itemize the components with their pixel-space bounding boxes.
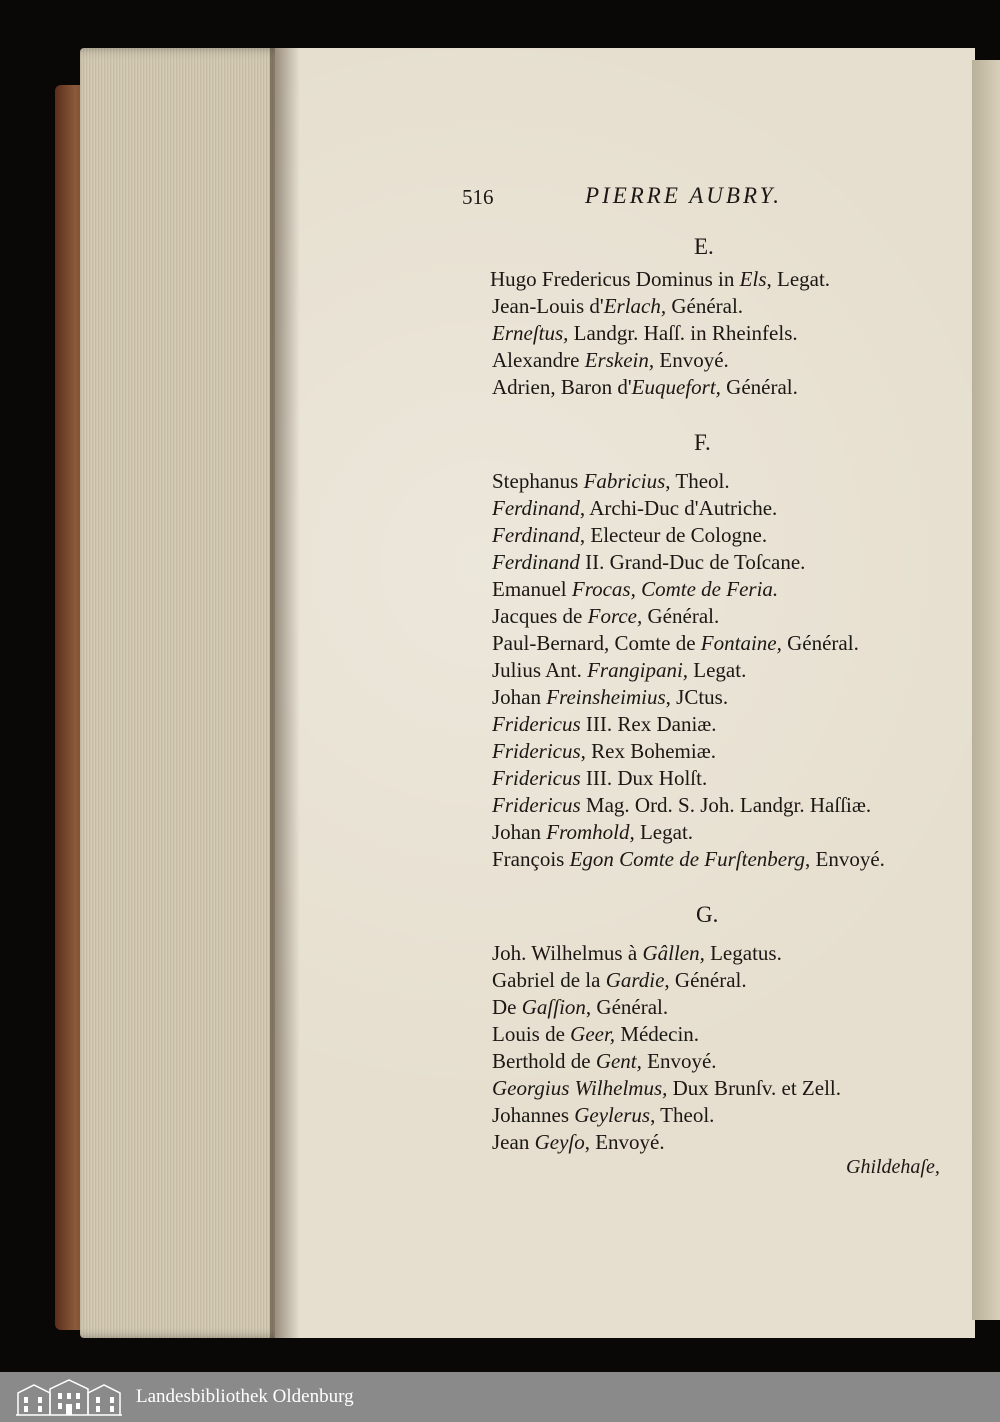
entry-line: Jacques de Force, Général. xyxy=(492,604,720,628)
entry-line: Adrien, Baron d'Euquefort, Général. xyxy=(492,375,798,399)
running-title: PIERRE AUBRY. xyxy=(585,183,783,208)
entry-line: Alexandre Erskein, Envoyé. xyxy=(492,348,729,372)
library-building-logo xyxy=(14,1377,124,1417)
entry-line: Johan Freinsheimius, JCtus. xyxy=(492,685,729,709)
entry-line: Berthold de Gent, Envoyé. xyxy=(492,1049,717,1073)
library-footer-bar xyxy=(0,1372,1000,1422)
entry-line: Erneſtus, Landgr. Haſſ. in Rheinfels. xyxy=(492,321,798,345)
entry-line: Fridericus, Rex Bohemiæ. xyxy=(492,739,716,763)
entry-line: Jean Geyſo, Envoyé. xyxy=(492,1130,665,1154)
entry-line: Ferdinand II. Grand-Duc de Toſcane. xyxy=(492,550,806,574)
section-letter-f: F. xyxy=(694,430,711,455)
entry-line: Jean-Louis d'Erlach, Général. xyxy=(492,294,744,318)
entry-line: Joh. Wilhelmus à Gâllen, Legatus. xyxy=(492,941,782,965)
entry-line: Emanuel Frocas, Comte de Feria. xyxy=(492,577,779,601)
library-name: Landesbibliothek Oldenburg xyxy=(136,1386,354,1407)
entry-line: Johan Fromhold, Legat. xyxy=(492,820,694,844)
entry-line: Fridericus III. Rex Daniæ. xyxy=(492,712,717,736)
entry-line: François Egon Comte de Furſtenberg, Envoyé. xyxy=(492,847,885,871)
entry-line: Ferdinand, Electeur de Cologne. xyxy=(492,523,768,547)
entry-line: Stephanus Fabricius, Theol. xyxy=(492,469,730,493)
entry-line: Hugo Fredericus Dominus in Els, Legat. xyxy=(490,267,831,291)
section-letter-g: G. xyxy=(696,902,719,927)
entry-line: Gabriel de la Gardie, Général. xyxy=(492,968,747,992)
section-letter-e: E. xyxy=(694,234,714,259)
entry-line: Julius Ant. Frangipani, Legat. xyxy=(492,658,747,682)
entry-line: Georgius Wilhelmus, Dux Brunſv. et Zell. xyxy=(492,1076,841,1100)
entry-line: Paul-Bernard, Comte de Fontaine, Général. xyxy=(492,631,859,655)
entry-line: Louis de Geer, Médecin. xyxy=(492,1022,700,1046)
entry-line: Fridericus Mag. Ord. S. Joh. Landgr. Haſſiæ. xyxy=(492,793,872,817)
catchword: Ghildehaſe, xyxy=(846,1156,940,1178)
entry-line: Johannes Geylerus, Theol. xyxy=(492,1103,715,1127)
page-number: 516 xyxy=(462,185,494,209)
entry-line: De Gaſſion, Général. xyxy=(492,995,669,1019)
entry-line: Fridericus III. Dux Holſt. xyxy=(492,766,708,790)
entry-line: Ferdinand, Archi-Duc d'Autriche. xyxy=(492,496,778,520)
